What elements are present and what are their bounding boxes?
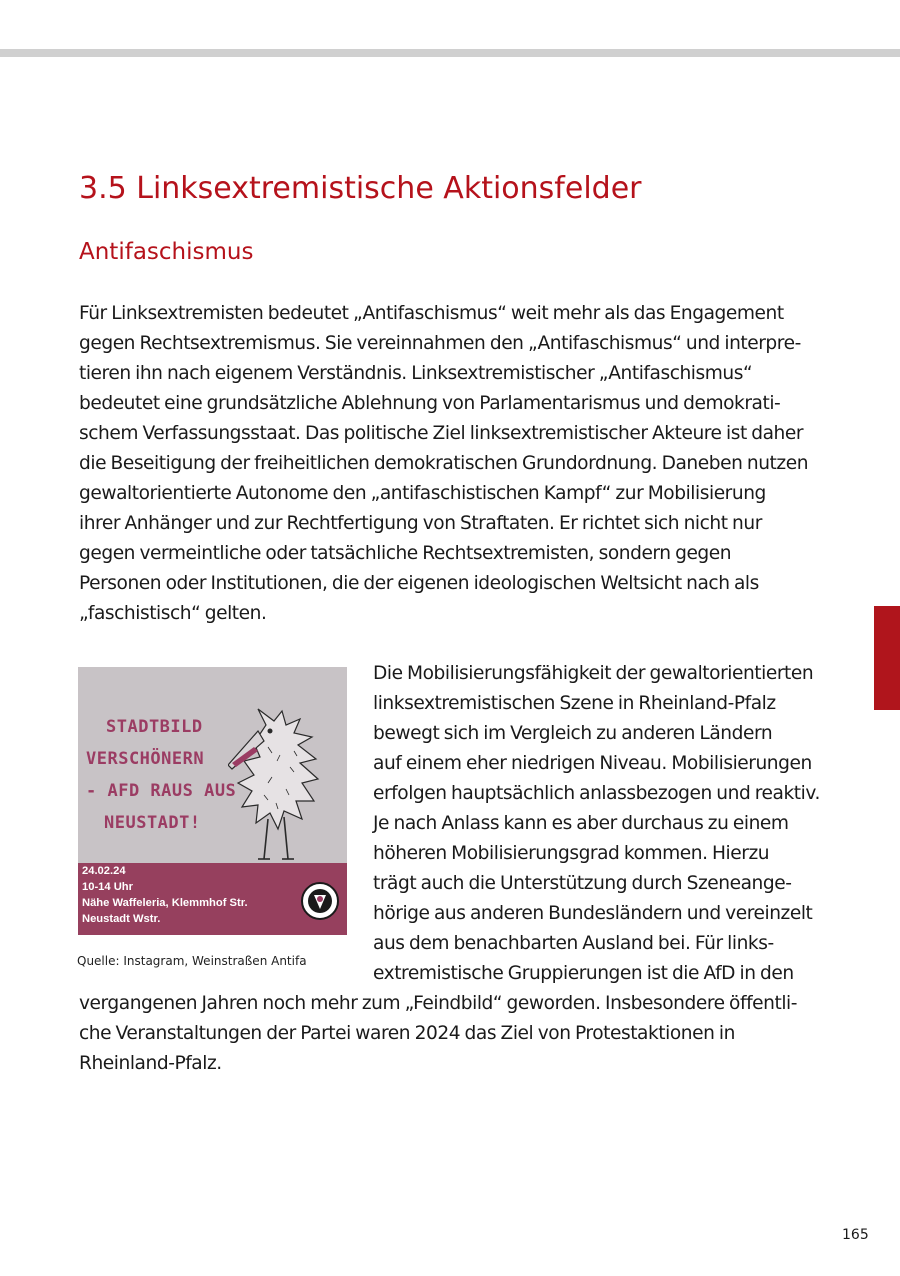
slogan-line: VERSCHÖNERN xyxy=(86,749,205,769)
event-location: Nähe Waffeleria, Klemmhof Str. xyxy=(82,897,248,909)
text-line: vergangenen Jahren noch mehr zum „Feindbild“ geworden. Insbesondere öffentli- xyxy=(79,993,798,1014)
event-city: Neustadt Wstr. xyxy=(82,913,161,925)
page-number: 165 xyxy=(842,1227,869,1243)
text-line: che Veranstaltungen der Partei waren 2024 das Ziel von Protestaktionen in xyxy=(79,1023,735,1044)
text-line: gewaltorientierte Autonome den „antifaschistischen Kampf“ zur Mobilisierung xyxy=(79,483,766,504)
text-line: linksextremistischen Szene in Rheinland-Pfalz xyxy=(373,693,776,714)
subsection-title: Antifaschismus xyxy=(79,239,254,265)
text-line: tieren ihn nach eigenem Verständnis. Linksextremistischer „Antifaschismus“ xyxy=(79,363,753,384)
text-line: gegen vermeintliche oder tatsächliche Rechtsextremisten, sondern gegen xyxy=(79,543,732,564)
wolf-illustration xyxy=(228,707,338,867)
text-line: höheren Mobilisierungsgrad kommen. Hierzu xyxy=(373,843,770,864)
text-line: „faschistisch“ gelten. xyxy=(79,603,267,624)
text-line: auf einem eher niedrigen Niveau. Mobilisierungen xyxy=(373,753,812,774)
top-rule xyxy=(0,49,900,57)
text-line: trägt auch die Unterstützung durch Szeneange- xyxy=(373,873,792,894)
text-line: bewegt sich im Vergleich zu anderen Ländern xyxy=(373,723,773,744)
slogan-line: STADTBILD xyxy=(106,717,203,737)
slogan-line: - AFD RAUS AUS xyxy=(86,781,237,801)
text-line: bedeutet eine grundsätzliche Ablehnung von Parlamentarismus und demokrati- xyxy=(79,393,781,414)
event-date: 24.02.24 xyxy=(82,865,126,877)
text-line: Rheinland-Pfalz. xyxy=(79,1053,222,1074)
protest-poster-image xyxy=(78,667,347,935)
poster-event-details xyxy=(82,863,248,927)
text-line: aus dem benachbarten Ausland bei. Für links- xyxy=(373,933,774,954)
text-line: ihrer Anhänger und zur Rechtfertigung von Straftaten. Er richtet sich nicht nur xyxy=(79,513,762,534)
text-line: die Beseitigung der freiheitlichen demokratischen Grundordnung. Daneben nutzen xyxy=(79,453,809,474)
text-line: schem Verfassungsstaat. Das politische Ziel linksextremistischer Akteure ist daher xyxy=(79,423,804,444)
text-line: Je nach Anlass kann es aber durchaus zu einem xyxy=(373,813,789,834)
paragraph-antifaschismus xyxy=(79,299,808,629)
text-line: erfolgen hauptsächlich anlassbezogen und reaktiv. xyxy=(373,783,820,804)
antifa-logo-icon xyxy=(300,881,340,921)
text-line: hörige aus anderen Bundesländern und vereinzelt xyxy=(373,903,813,924)
text-line: Personen oder Institutionen, die der eigenen ideologischen Weltsicht nach als xyxy=(79,573,759,594)
slogan-line: NEUSTADT! xyxy=(104,813,201,833)
paragraph-mobilisierung-continued xyxy=(79,989,797,1079)
image-caption: Quelle: Instagram, Weinstraßen Antifa xyxy=(77,954,307,968)
section-title: 3.5 Linksextremistische Aktionsfelder xyxy=(79,171,642,206)
text-line: gegen Rechtsextremismus. Sie vereinnahmen den „Antifaschismus“ und interpre- xyxy=(79,333,801,354)
text-line: extremistische Gruppierungen ist die AfD in den xyxy=(373,963,794,984)
text-line: Für Linksextremisten bedeutet „Antifaschismus“ weit mehr als das Engagement xyxy=(79,303,784,324)
paragraph-mobilisierung xyxy=(373,659,820,989)
chapter-side-tab xyxy=(874,606,900,710)
text-line: Die Mobilisierungsfähigkeit der gewaltorientierten xyxy=(373,663,814,684)
event-time: 10-14 Uhr xyxy=(82,881,133,893)
